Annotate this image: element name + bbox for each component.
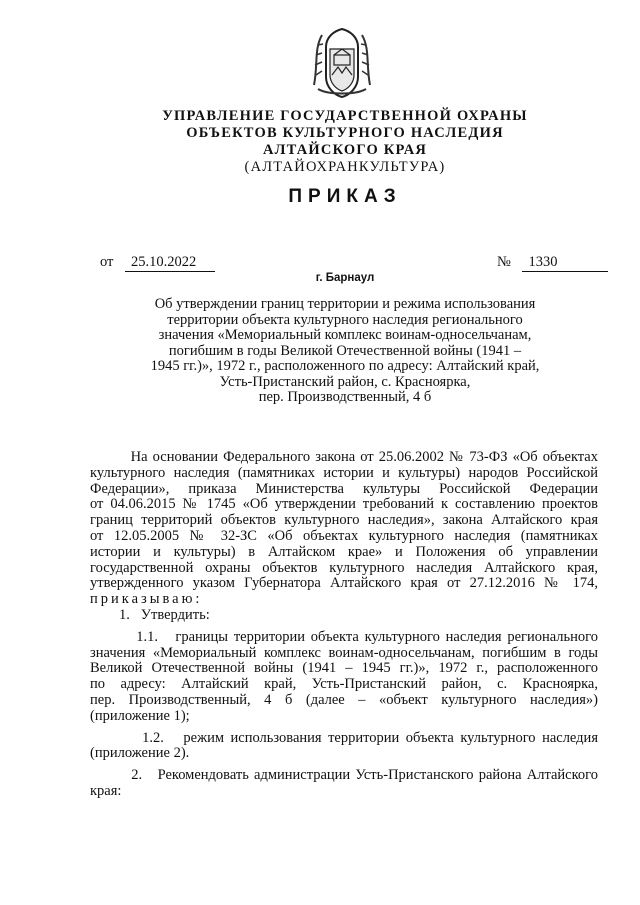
preamble-line: культурного наследия (памятниках истории и культуры) народов Российской xyxy=(90,464,598,481)
preamble-line: границ территорий объектов культурного наследия», закона Алтайского края xyxy=(90,512,598,529)
document-subject-title xyxy=(130,297,560,406)
item-1-1-line: 1.1. границы территории объекта культурного наследия регионального xyxy=(90,628,598,645)
item-1-1-line: (приложение 1); xyxy=(90,707,190,724)
number-value: 1330 xyxy=(522,254,608,272)
item-1-1-line: значения «Мемориальный комплекс воинам-односельчанам, погибшим в годы xyxy=(90,644,598,661)
title-line: 1945 гг.)», 1972 г., расположенного по адресу: Алтайский край, xyxy=(150,358,540,374)
document-body xyxy=(90,450,598,800)
city-label: г. Барнаул xyxy=(315,272,375,284)
item-1-1-line: пер. Производственный, 4 б (далее – «объект культурного наследия») xyxy=(90,691,598,708)
item-2-paragraph xyxy=(90,768,598,800)
item-1-1-line: Великой Отечественной войны (1941 – 1945 гг.)», 1972 г., расположенного xyxy=(90,660,598,677)
title-line: пер. Производственный, 4 б xyxy=(258,389,432,405)
preamble-line: утвержденного указом Губернатора Алтайского края от 27.12.2016 № 174, xyxy=(90,575,598,592)
title-line: погибшим в годы Великой Отечественной войны (1941 – xyxy=(168,342,522,359)
preamble-line: государственной охраны объектов культурного наследия Алтайского края, xyxy=(90,559,598,576)
number-field xyxy=(497,254,608,272)
org-name-line-1: УПРАВЛЕНИЕ ГОСУДАРСТВЕННОЙ ОХРАНЫ xyxy=(162,108,528,124)
item-1-2-paragraph xyxy=(90,731,598,763)
title-line: территории объекта культурного наследия регионального xyxy=(167,311,523,328)
organization-header xyxy=(150,108,540,176)
date-value: 25.10.2022 xyxy=(125,254,215,272)
org-name-line-2: ОБЪЕКТОВ КУЛЬТУРНОГО НАСЛЕДИЯ xyxy=(186,125,504,141)
preamble-line: от 04.06.2015 № 1745 «Об утверждении требований к составлению проектов xyxy=(90,496,598,513)
order-word: приказываю: xyxy=(90,591,203,608)
preamble-line: На основании Федерального закона от 25.06.2002 № 73-ФЗ «Об объектах xyxy=(90,449,598,465)
org-short-name: (АЛТАЙОХРАНКУЛЬТУРА) xyxy=(244,159,446,175)
item-2-line: края: xyxy=(90,782,122,799)
preamble-line: Федерации», приказа Министерства культуры Российской Федерации xyxy=(90,480,598,497)
item-2-line: 2. Рекомендовать администрации Усть-Пристанского района Алтайского xyxy=(90,767,598,784)
date-prefix: от xyxy=(100,254,114,270)
preamble-line: от 12.05.2005 № 32-ЗС «Об объектах культурного наследия (памятниках xyxy=(90,527,598,544)
item-1-2-line: 1.2. режим использования территории объекта культурного наследия xyxy=(90,729,598,746)
item-1-1-line: по адресу: Алтайский край, Усть-Пристанский район, с. Красноярка, xyxy=(90,676,598,693)
org-name-line-3: АЛТАЙСКОГО КРАЯ xyxy=(262,142,428,158)
preamble-line: истории и культуры) в Алтайском крае» и Положения об управлении xyxy=(90,543,598,560)
document-type-title: ПРИКАЗ xyxy=(288,186,402,207)
item-1-1-paragraph xyxy=(90,630,598,725)
title-line: Усть-Пристанский район, с. Красноярка, xyxy=(219,373,471,390)
coat-of-arms-emblem xyxy=(304,25,380,101)
date-field xyxy=(100,254,215,272)
title-line: Об утверждении границ территории и режима использования xyxy=(154,296,536,312)
preamble-paragraph xyxy=(90,450,598,608)
item-1: 1. Утвердить: xyxy=(90,606,210,623)
title-line: значения «Мемориальный комплекс воинам-односельчанам, xyxy=(158,327,532,343)
item-1-2-line: (приложение 2). xyxy=(90,745,190,762)
number-prefix: № xyxy=(497,254,511,270)
